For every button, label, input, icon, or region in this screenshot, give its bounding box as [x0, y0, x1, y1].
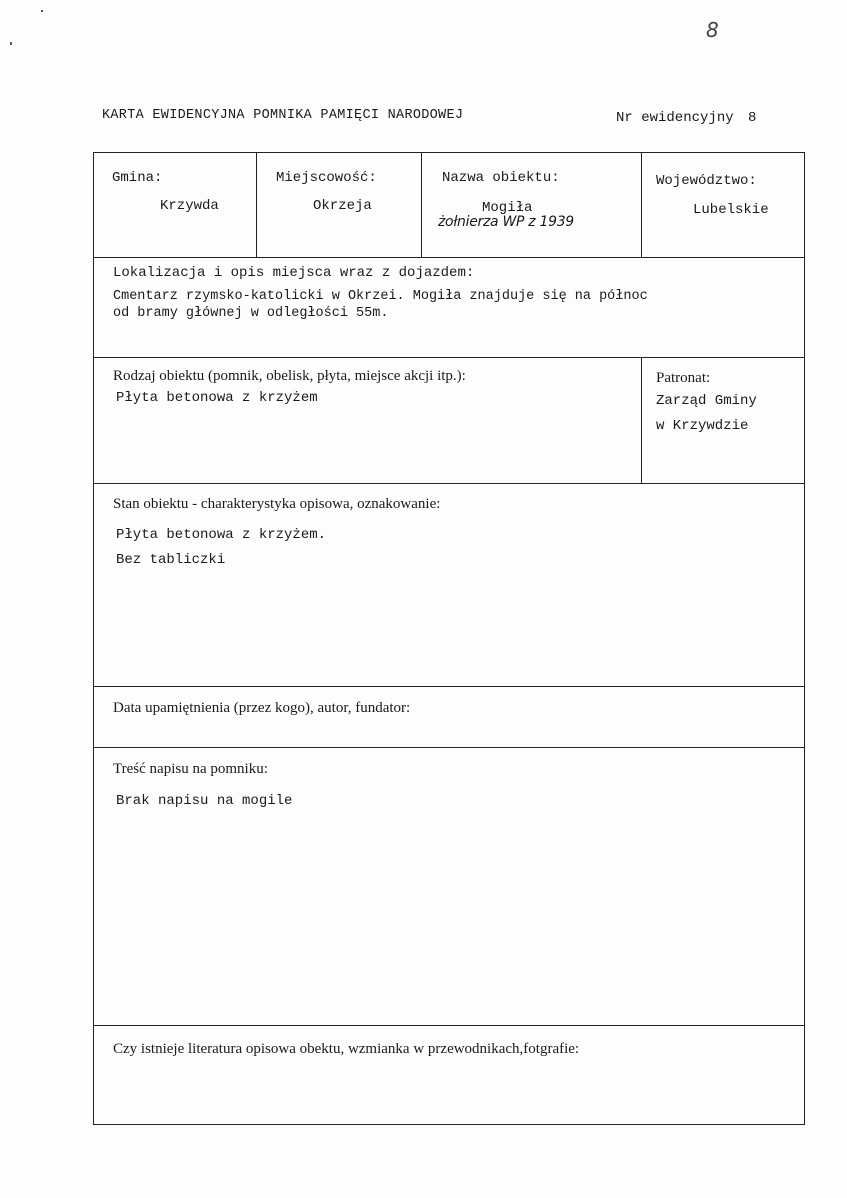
divider-row1: [94, 257, 804, 258]
tresc-napisu-value: Brak napisu na mogile: [116, 793, 293, 809]
rodzaj-obiektu-value: Płyta betonowa z krzyżem: [116, 390, 318, 406]
stan-obiektu-line-1: Płyta betonowa z krzyżem.: [116, 527, 327, 543]
lokalizacja-label: Lokalizacja i opis miejsca wraz z dojazdem:: [113, 265, 475, 281]
registration-number: [616, 110, 756, 126]
rodzaj-obiektu-label: Rodzaj obiektu (pomnik, obelisk, płyta, miejsce akcji itp.):: [113, 368, 466, 384]
form-title: KARTA EWIDENCYJNA POMNIKA PAMIĘCI NARODOWEJ: [102, 108, 464, 123]
patronat-line-2: w Krzywdzie: [656, 418, 749, 434]
divider-patronat: [641, 357, 642, 483]
divider-data: [94, 747, 804, 748]
nazwa-obiektu-value: Mogiła: [482, 200, 533, 216]
divider-nazwa: [641, 153, 642, 257]
registration-number-value: 8: [748, 110, 757, 126]
lokalizacja-line-1: Cmentarz rzymsko-katolicki w Okrzei. Mogiła znajduje się na północ: [113, 289, 648, 304]
divider-gmina: [256, 153, 257, 257]
literatura-label: Czy istnieje literatura opisowa obektu, wzmianka w przewodnikach,fotgrafie:: [113, 1041, 580, 1057]
divider-tresc: [94, 1025, 804, 1026]
stan-obiektu-line-2: Bez tabliczki: [116, 552, 226, 568]
divider-lokalizacja: [94, 357, 804, 358]
registration-number-label: Nr ewidencyjny: [616, 110, 734, 126]
tresc-napisu-label: Treść napisu na pomniku:: [113, 761, 268, 777]
handwritten-page-number: 8: [706, 18, 719, 42]
wojewodztwo-value: Lubelskie: [693, 202, 769, 218]
scan-mark: [10, 42, 12, 45]
divider-rodzaj: [94, 483, 804, 484]
wojewodztwo-label: Województwo:: [656, 173, 757, 189]
patronat-label: Patronat:: [656, 370, 711, 386]
lokalizacja-line-2: od bramy głównej w odległości 55m.: [113, 306, 389, 321]
divider-stan: [94, 686, 804, 687]
nazwa-obiektu-handwritten: żołnierza WP z 1939: [438, 214, 574, 230]
data-upamietnienia-label: Data upamiętnienia (przez kogo), autor, fundator:: [113, 700, 411, 716]
nazwa-obiektu-label: Nazwa obiektu:: [442, 170, 560, 186]
patronat-line-1: Zarząd Gminy: [656, 393, 757, 409]
scan-mark: [41, 10, 43, 12]
divider-miejscowosc: [421, 153, 422, 257]
gmina-label: Gmina:: [112, 170, 163, 186]
stan-obiektu-label: Stan obiektu - charakterystyka opisowa, oznakowanie:: [113, 496, 441, 512]
miejscowosc-label: Miejscowość:: [276, 170, 377, 186]
gmina-value: Krzywda: [160, 198, 219, 214]
miejscowosc-value: Okrzeja: [313, 198, 372, 214]
